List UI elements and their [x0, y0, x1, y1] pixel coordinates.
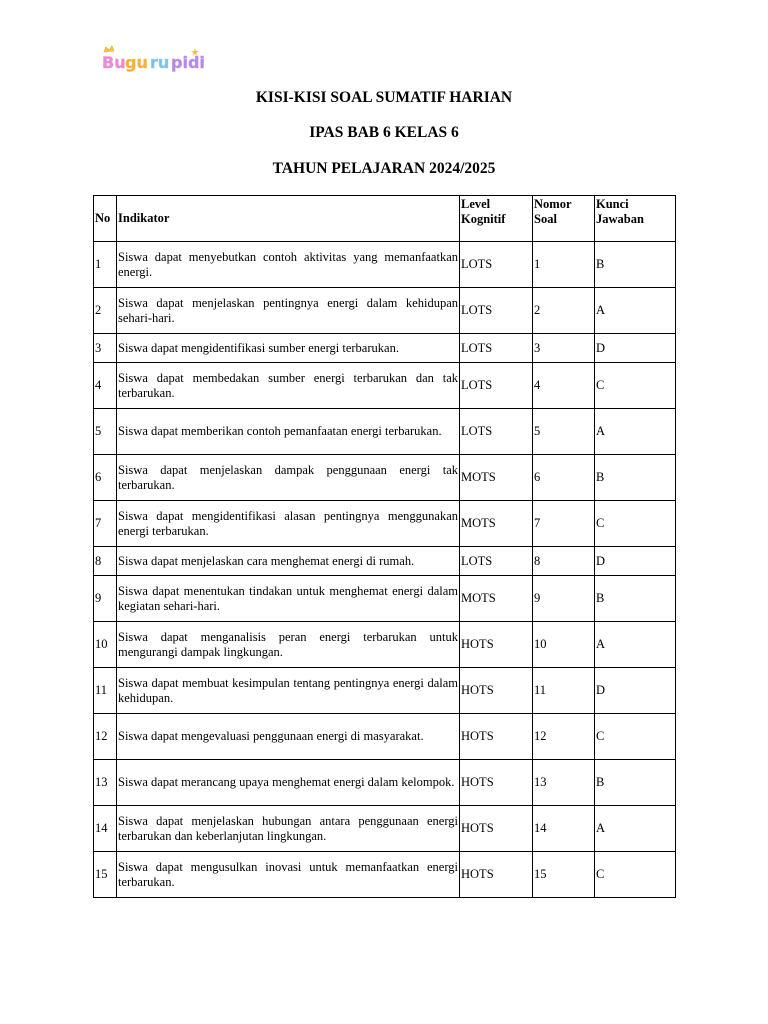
document-subtitle-subject: IPAS BAB 6 KELAS 6 [309, 124, 459, 141]
svg-text:ru: ru [150, 53, 170, 72]
cell-level: HOTS [460, 760, 533, 806]
cell-no: 5 [94, 409, 117, 455]
header-level-kognitif [460, 196, 533, 242]
table-row [94, 760, 676, 806]
header-nomor-line1: Nomor [534, 197, 572, 211]
cell-level: HOTS [460, 806, 533, 852]
cell-nomor: 5 [533, 409, 595, 455]
cell-indikator: Siswa dapat menjelaskan cara menghemat energi di rumah. [117, 547, 460, 576]
cell-kunci: B [595, 760, 676, 806]
cell-kunci: C [595, 501, 676, 547]
cell-no: 13 [94, 760, 117, 806]
table-row [94, 852, 676, 898]
cell-no: 12 [94, 714, 117, 760]
cell-nomor: 1 [533, 242, 595, 288]
header-kunci-jawaban [595, 196, 676, 242]
cell-no: 4 [94, 363, 117, 409]
cell-no: 3 [94, 334, 117, 363]
cell-kunci: A [595, 806, 676, 852]
cell-nomor: 12 [533, 714, 595, 760]
table-row [94, 501, 676, 547]
cell-kunci: B [595, 576, 676, 622]
cell-indikator: Siswa dapat membedakan sumber energi terbarukan dan tak terbarukan. [117, 363, 460, 409]
document-title: KISI-KISI SOAL SUMATIF HARIAN [255, 89, 513, 106]
cell-level: MOTS [460, 501, 533, 547]
table-row [94, 242, 676, 288]
cell-level: MOTS [460, 576, 533, 622]
table-row [94, 622, 676, 668]
header-nomor-line2: Soal [534, 212, 557, 226]
header-indikator: Indikator [117, 196, 460, 242]
cell-nomor: 11 [533, 668, 595, 714]
cell-no: 10 [94, 622, 117, 668]
cell-no: 15 [94, 852, 117, 898]
cell-indikator: Siswa dapat mengevaluasi penggunaan energi di masyarakat. [117, 714, 460, 760]
table-row [94, 288, 676, 334]
cell-kunci: C [595, 852, 676, 898]
header-kunci-line1: Kunci [596, 197, 629, 211]
cell-kunci: D [595, 334, 676, 363]
cell-nomor: 10 [533, 622, 595, 668]
cell-nomor: 2 [533, 288, 595, 334]
table-row [94, 806, 676, 852]
cell-kunci: D [595, 668, 676, 714]
cell-no: 1 [94, 242, 117, 288]
cell-nomor: 15 [533, 852, 595, 898]
cell-nomor: 4 [533, 363, 595, 409]
cell-indikator: Siswa dapat memberikan contoh pemanfaatan energi terbarukan. [117, 409, 460, 455]
cell-nomor: 3 [533, 334, 595, 363]
cell-no: 11 [94, 668, 117, 714]
cell-indikator: Siswa dapat menjelaskan pentingnya energi dalam kehidupan sehari-hari. [117, 288, 460, 334]
cell-kunci: A [595, 622, 676, 668]
cell-level: LOTS [460, 363, 533, 409]
buguru-pidi-logo [100, 44, 205, 74]
cell-nomor: 7 [533, 501, 595, 547]
cell-no: 9 [94, 576, 117, 622]
header-level-line2: Kognitif [461, 212, 506, 226]
table-row [94, 714, 676, 760]
cell-level: HOTS [460, 668, 533, 714]
cell-no: 2 [94, 288, 117, 334]
cell-level: LOTS [460, 409, 533, 455]
cell-level: MOTS [460, 455, 533, 501]
cell-nomor: 9 [533, 576, 595, 622]
cell-level: HOTS [460, 714, 533, 760]
cell-no: 6 [94, 455, 117, 501]
svg-text:Bu: Bu [102, 53, 126, 72]
cell-no: 7 [94, 501, 117, 547]
cell-indikator: Siswa dapat mengidentifikasi sumber energi terbarukan. [117, 334, 460, 363]
cell-kunci: A [595, 409, 676, 455]
cell-kunci: C [595, 363, 676, 409]
cell-indikator: Siswa dapat menentukan tindakan untuk menghemat energi dalam kegiatan sehari-hari. [117, 576, 460, 622]
cell-kunci: A [595, 288, 676, 334]
document-subtitle-year: TAHUN PELAJARAN 2024/2025 [272, 160, 496, 177]
cell-level: LOTS [460, 547, 533, 576]
cell-kunci: B [595, 242, 676, 288]
cell-no: 8 [94, 547, 117, 576]
cell-indikator: Siswa dapat mengusulkan inovasi untuk memanfaatkan energi terbarukan. [117, 852, 460, 898]
cell-indikator: Siswa dapat membuat kesimpulan tentang pentingnya energi dalam kehidupan. [117, 668, 460, 714]
cell-indikator: Siswa dapat mengidentifikasi alasan pentingnya menggunakan energi terbarukan. [117, 501, 460, 547]
table-row [94, 576, 676, 622]
table-row [94, 455, 676, 501]
cell-indikator: Siswa dapat menjelaskan dampak penggunaan energi tak terbarukan. [117, 455, 460, 501]
svg-text:pidi: pidi [171, 53, 205, 72]
header-level-line1: Level [461, 197, 491, 211]
svg-text:gu: gu [125, 53, 148, 72]
table-row [94, 668, 676, 714]
cell-nomor: 6 [533, 455, 595, 501]
cell-indikator: Siswa dapat menyebutkan contoh aktivitas yang memanfaatkan energi. [117, 242, 460, 288]
table-header-row [94, 196, 676, 242]
table-row [94, 409, 676, 455]
cell-level: LOTS [460, 288, 533, 334]
cell-nomor: 14 [533, 806, 595, 852]
header-no: No [94, 196, 117, 242]
cell-nomor: 8 [533, 547, 595, 576]
cell-level: HOTS [460, 852, 533, 898]
cell-no: 14 [94, 806, 117, 852]
cell-indikator: Siswa dapat merancang upaya menghemat energi dalam kelompok. [117, 760, 460, 806]
cell-level: LOTS [460, 334, 533, 363]
header-kunci-line2: Jawaban [596, 212, 644, 226]
cell-indikator: Siswa dapat menganalisis peran energi terbarukan untuk mengurangi dampak lingkungan. [117, 622, 460, 668]
table-row [94, 363, 676, 409]
cell-indikator: Siswa dapat menjelaskan hubungan antara penggunaan energi terbarukan dan keberlanjutan lingkungan. [117, 806, 460, 852]
table-row [94, 547, 676, 576]
cell-kunci: C [595, 714, 676, 760]
kisi-kisi-table [93, 195, 676, 898]
cell-kunci: B [595, 455, 676, 501]
table-row [94, 334, 676, 363]
cell-nomor: 13 [533, 760, 595, 806]
cell-level: HOTS [460, 622, 533, 668]
cell-level: LOTS [460, 242, 533, 288]
cell-kunci: D [595, 547, 676, 576]
header-nomor-soal [533, 196, 595, 242]
